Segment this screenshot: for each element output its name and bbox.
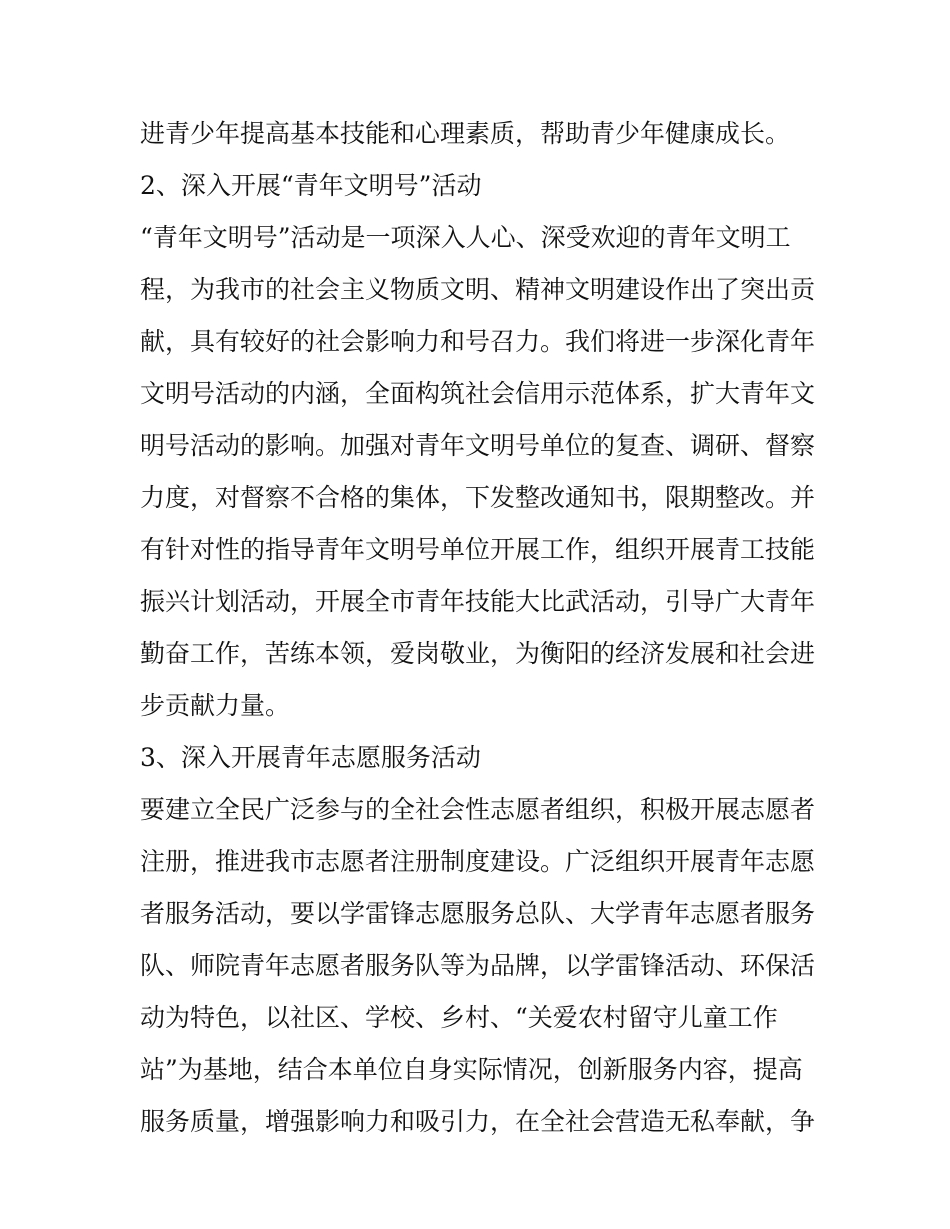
text-line: 进青少年提高基本技能和心理素质，帮助青少年健康成长。 [140, 119, 791, 148]
document-body [140, 108, 820, 1148]
text-line: 力度，对督察不合格的集体，下发整改通知书，限期整改。并 [140, 483, 816, 512]
text-line: 步贡献力量。 [140, 691, 291, 720]
text-line: 振兴计划活动，开展全市青年技能大比武活动，引导广大青年 [140, 587, 816, 616]
text-line: 程，为我市的社会主义物质文明、精神文明建设作出了突出贡 [140, 275, 816, 304]
text-line: 献，具有较好的社会影响力和号召力。我们将进一步深化青年 [140, 327, 816, 356]
text-line: 服务质量，增强影响力和吸引力，在全社会营造无私奉献，争 [140, 1107, 816, 1136]
text-line: 者服务活动，要以学雷锋志愿服务总队、大学青年志愿者服务 [140, 899, 816, 928]
text-line: 动为特色，以社区、学校、乡村、“关爱农村留守儿童工作 [140, 1003, 778, 1032]
text-line: 明号活动的影响。加强对青年文明号单位的复查、调研、督察 [140, 431, 816, 460]
section-heading: 2、深入开展“青年文明号”活动 [140, 171, 482, 200]
text-line: 注册，推进我市志愿者注册制度建设。广泛组织开展青年志愿 [140, 847, 816, 876]
section-heading: 3、深入开展青年志愿服务活动 [140, 743, 481, 772]
text-line: 站”为基地，结合本单位自身实际情况，创新服务内容，提高 [140, 1055, 803, 1084]
text-line: “青年文明号”活动是一项深入人心、深受欢迎的青年文明工 [140, 223, 791, 252]
text-line: 有针对性的指导青年文明号单位开展工作，组织开展青工技能 [140, 535, 816, 564]
text-line: 勤奋工作，苦练本领，爱岗敬业，为衡阳的经济发展和社会进 [140, 639, 816, 668]
text-line: 要建立全民广泛参与的全社会性志愿者组织，积极开展志愿者 [140, 795, 816, 824]
text-line: 文明号活动的内涵，全面构筑社会信用示范体系，扩大青年文 [140, 379, 816, 408]
text-line: 队、师院青年志愿者服务队等为品牌，以学雷锋活动、环保活 [140, 951, 816, 980]
